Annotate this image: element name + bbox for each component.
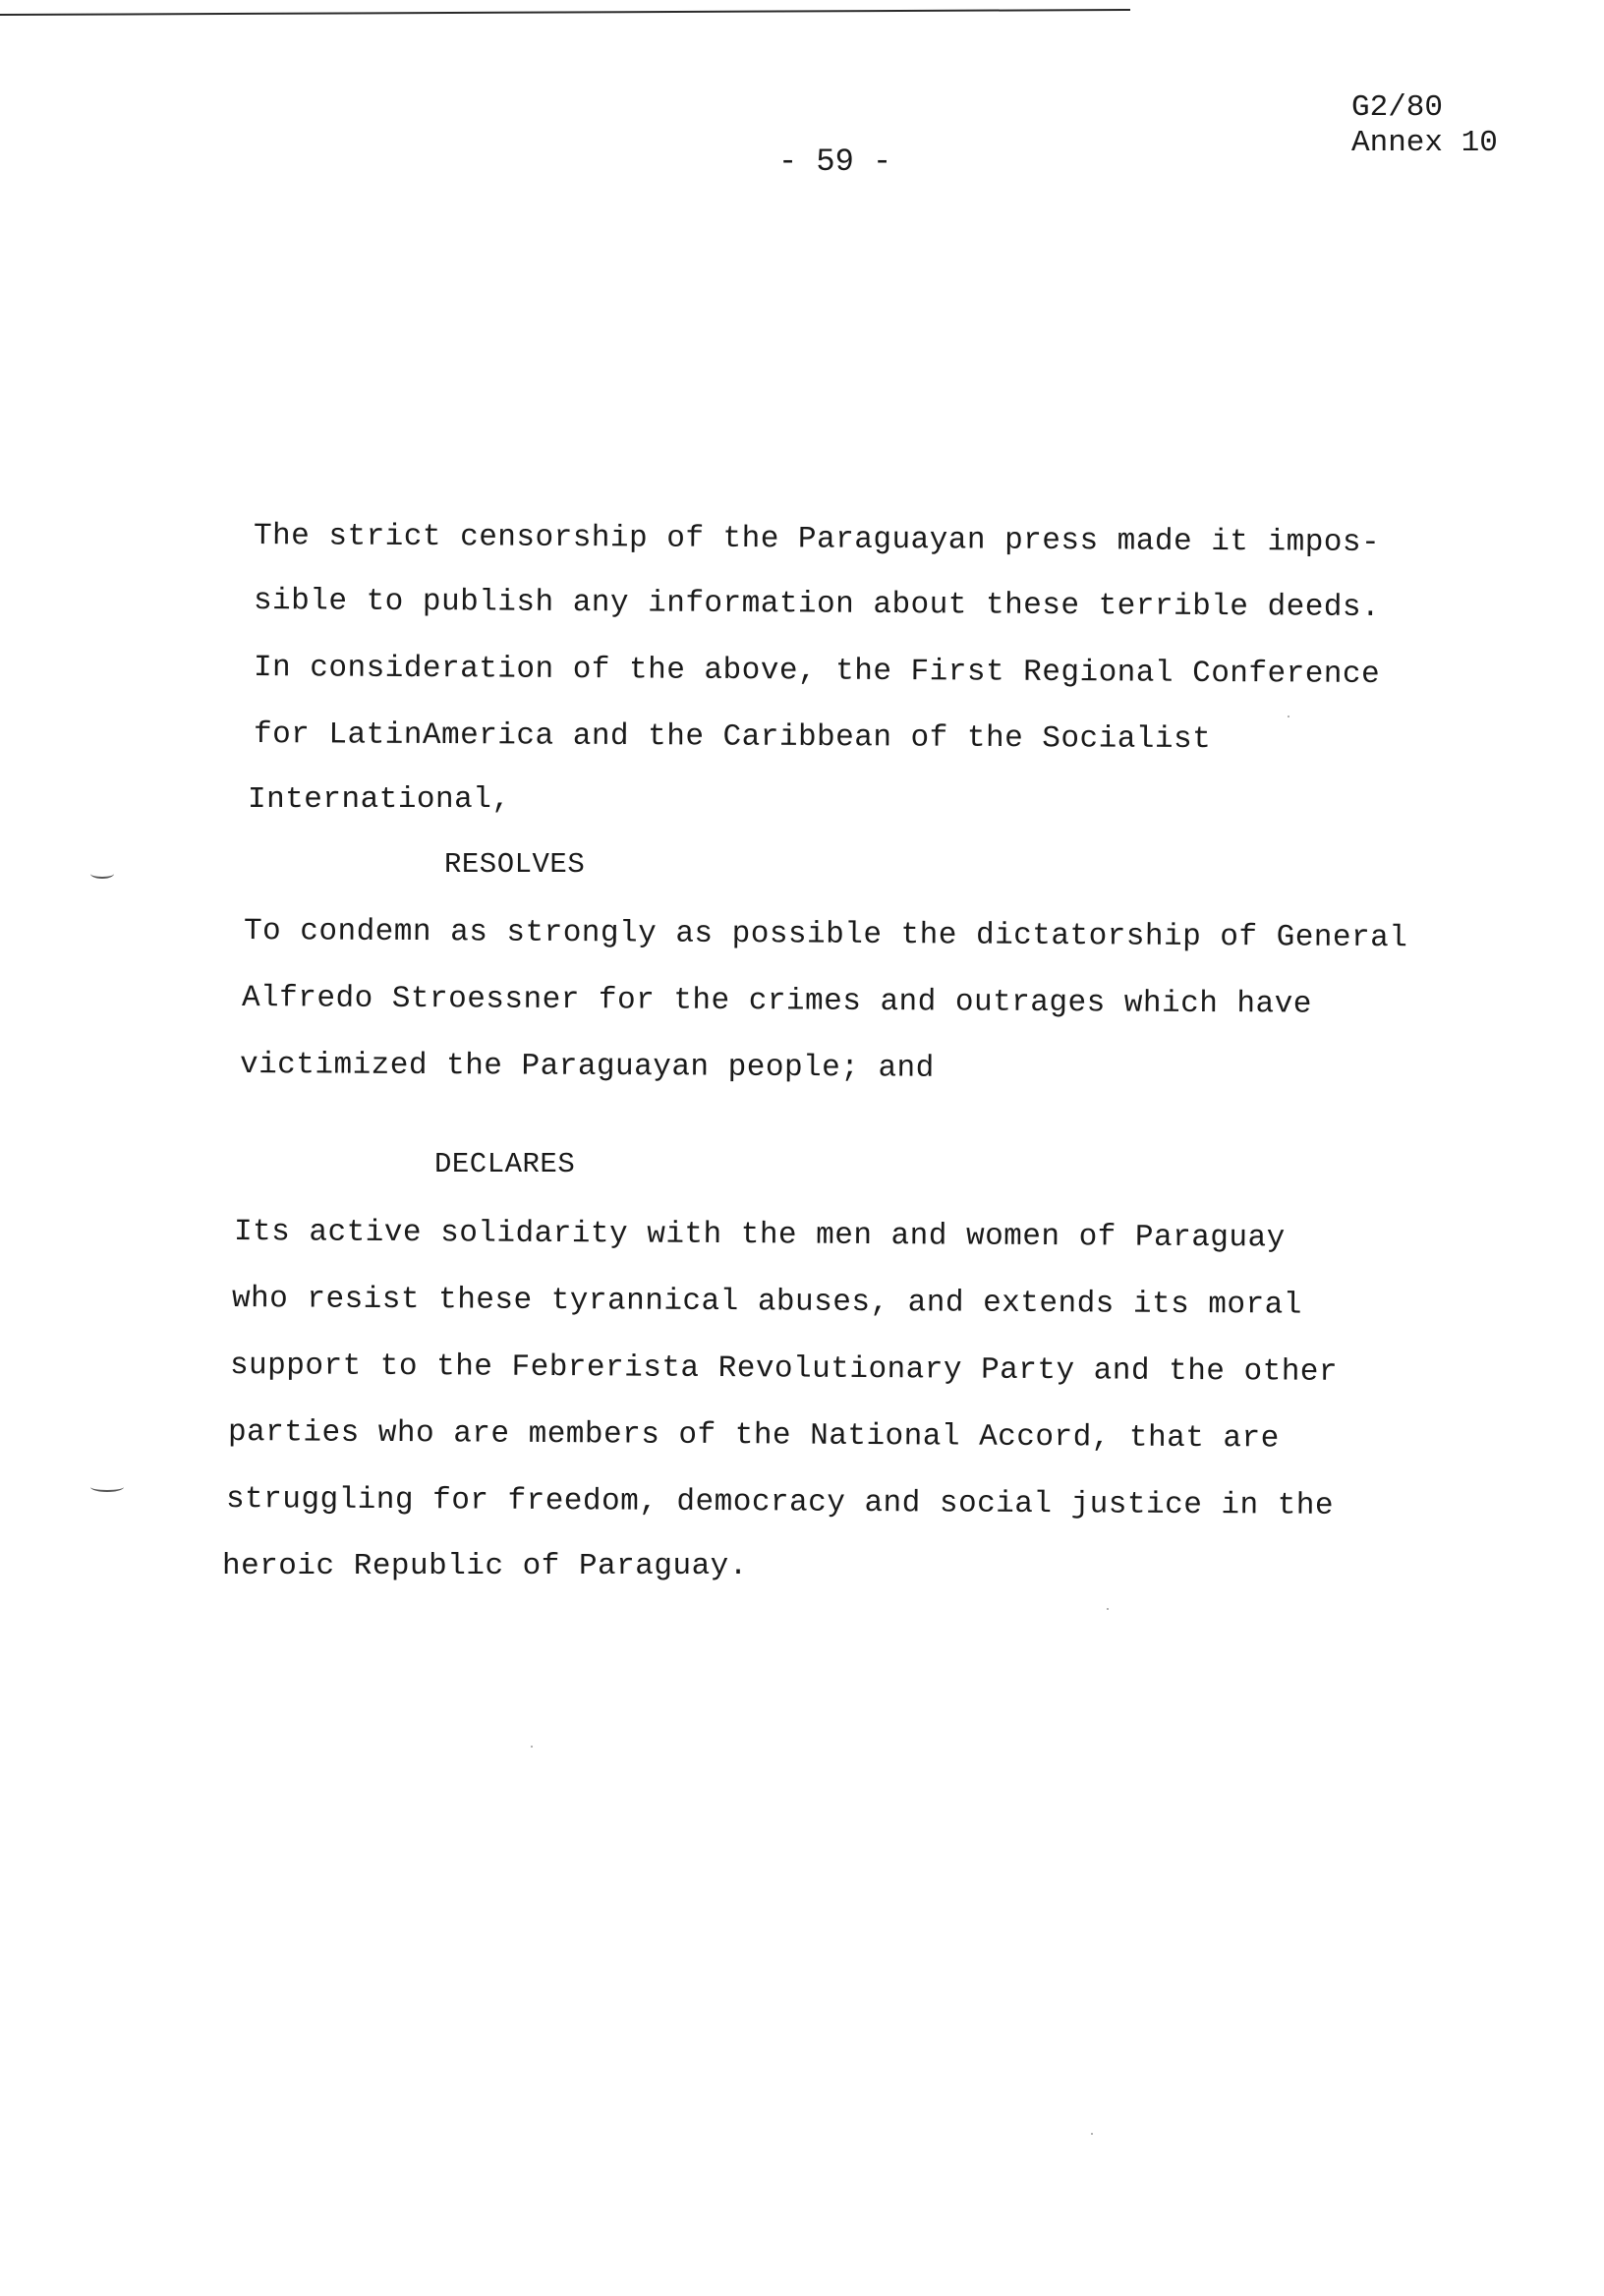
annex-label: Annex 10 bbox=[1351, 126, 1498, 160]
scan-speck bbox=[1288, 716, 1289, 718]
top-rule bbox=[0, 9, 1130, 16]
heading-declares: DECLARES bbox=[434, 1148, 576, 1180]
page-number: - 59 - bbox=[778, 144, 892, 180]
paragraph3-line-1: Its active solidarity with the men and women of Paraguay bbox=[233, 1215, 1286, 1256]
paragraph1-line-4: for LatinAmerica and the Caribbean of the Socialist bbox=[253, 718, 1212, 758]
heading-resolves: RESOLVES bbox=[444, 848, 586, 881]
paragraph2-line-3: victimized the Paraguayan people; and bbox=[239, 1048, 935, 1086]
scan-speck bbox=[531, 1746, 533, 1748]
scan-speck bbox=[1107, 1608, 1109, 1610]
margin-mark bbox=[90, 869, 114, 879]
paragraph1-line-2: sible to publish any information about these terrible deeds. bbox=[253, 584, 1381, 626]
reference-code: G2/80 bbox=[1351, 90, 1444, 125]
paragraph3-line-4: parties who are members of the National Accord, that are bbox=[227, 1415, 1280, 1457]
paragraph3-line-3: support to the Febrerista Revolutionary Party and the other bbox=[229, 1349, 1339, 1390]
document-reference bbox=[1351, 90, 1498, 161]
paragraph2-line-1: To condemn as strongly as possible the dictatorship of General bbox=[243, 914, 1408, 956]
paragraph3-line-5: struggling for freedom, democracy and social justice in the bbox=[225, 1482, 1335, 1523]
paragraph1-line-5: International, bbox=[248, 782, 511, 817]
paragraph1-line-1: The strict censorship of the Paraguayan press made it impos- bbox=[253, 519, 1381, 561]
margin-mark bbox=[90, 1482, 124, 1492]
paragraph1-line-3: In consideration of the above, the First Regional Conference bbox=[253, 651, 1381, 693]
paragraph3-line-6: heroic Republic of Paraguay. bbox=[222, 1549, 748, 1583]
paragraph3-line-2: who resist these tyrannical abuses, and extends its moral bbox=[231, 1282, 1302, 1323]
scan-speck bbox=[1091, 2133, 1093, 2135]
paragraph2-line-2: Alfredo Stroessner for the crimes and outrages which have bbox=[241, 981, 1312, 1022]
